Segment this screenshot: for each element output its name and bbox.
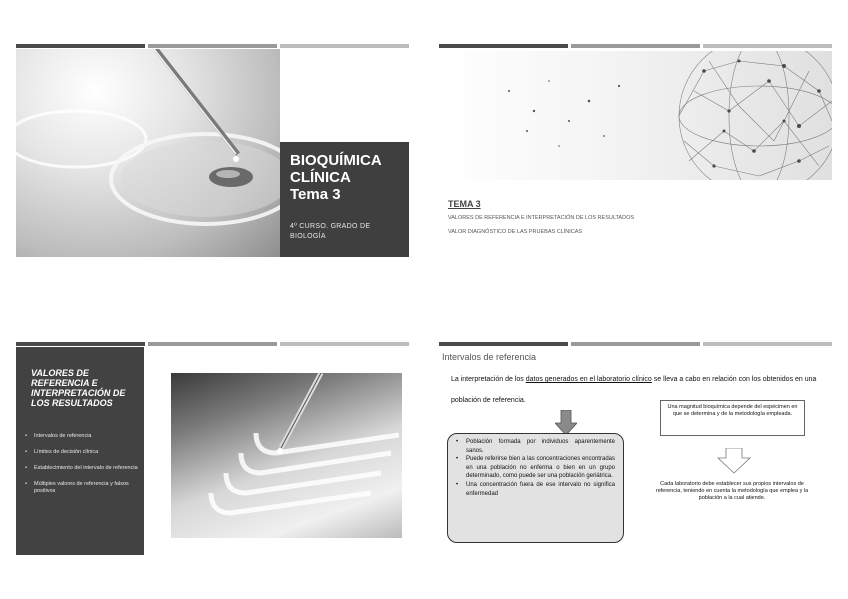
list-item: • Puede referirse bien a las concentraciones encontradas en una población no enferma o bien en un grupo determinado, como puede ser una población geriátrica.	[456, 455, 615, 481]
list-item: ▪ Límites de decisión clínica	[25, 449, 141, 456]
slide-subtitle: 4º CURSO. GRADO DE BIOLOGÍA	[290, 223, 371, 240]
slide-3-outline[interactable]	[16, 342, 409, 563]
laboratory-note: Cada laboratorio debe establecer sus propios intervalos de referencia, teniendo en cuenta la metodología que emplea y la población a la cual atiende.	[655, 481, 809, 501]
slide-accent-bars	[439, 44, 832, 49]
topic-line-1: VALORES DE REFERENCIA E INTERPRETACIÓN DE LOS RESULTADOS	[448, 215, 635, 221]
slide-heading: Intervalos de referencia	[442, 352, 537, 362]
outline-list	[25, 433, 141, 504]
slide-1-title[interactable]	[16, 44, 409, 265]
list-item: ▪ Intervalos de referencia	[25, 433, 141, 440]
intro-paragraph: La interpretación de los datos generados en el laboratorio clínico se lleva a cabo en relación con los obtenidos en una población de referencia.	[451, 376, 817, 404]
slide-title: BIOQUÍMICA CLÍNICA Tema 3	[290, 152, 382, 203]
list-item: ▪ Establecimiento del intervalo de referencia	[25, 465, 141, 472]
slide-accent-bars	[439, 342, 832, 347]
outline-title: VALORES DE REFERENCIA E INTERPRETACIÓN DE LOS RESULTADOS	[31, 368, 126, 408]
slide-4-reference-intervals[interactable]	[439, 342, 832, 563]
population-callout	[447, 433, 624, 543]
down-arrow-outline-icon	[717, 448, 751, 474]
methodology-box: Una magnitud bioquímica depende del espécimen en que se determina y de la metodología empleada.	[660, 400, 805, 436]
test-tube-tray-photo	[171, 373, 402, 538]
outline-panel	[16, 347, 144, 555]
network-globe-image	[439, 51, 832, 180]
list-item: • Población formada por individuos aparentemente sanos.	[456, 438, 615, 455]
slide-2-topic[interactable]	[439, 44, 832, 265]
topic-line-2: VALOR DIAGNÓSTICO DE LAS PRUEBAS CLÍNICAS	[448, 229, 583, 235]
list-item: • Una concentración fuera de ese intervalo no significa enfermedad	[456, 481, 615, 498]
topic-heading: TEMA 3	[448, 199, 481, 209]
title-box	[280, 142, 409, 257]
list-item: ▪ Múltiples valores de referencia y falsos positivos	[25, 481, 141, 495]
petri-dish-pipette-photo	[16, 49, 280, 257]
